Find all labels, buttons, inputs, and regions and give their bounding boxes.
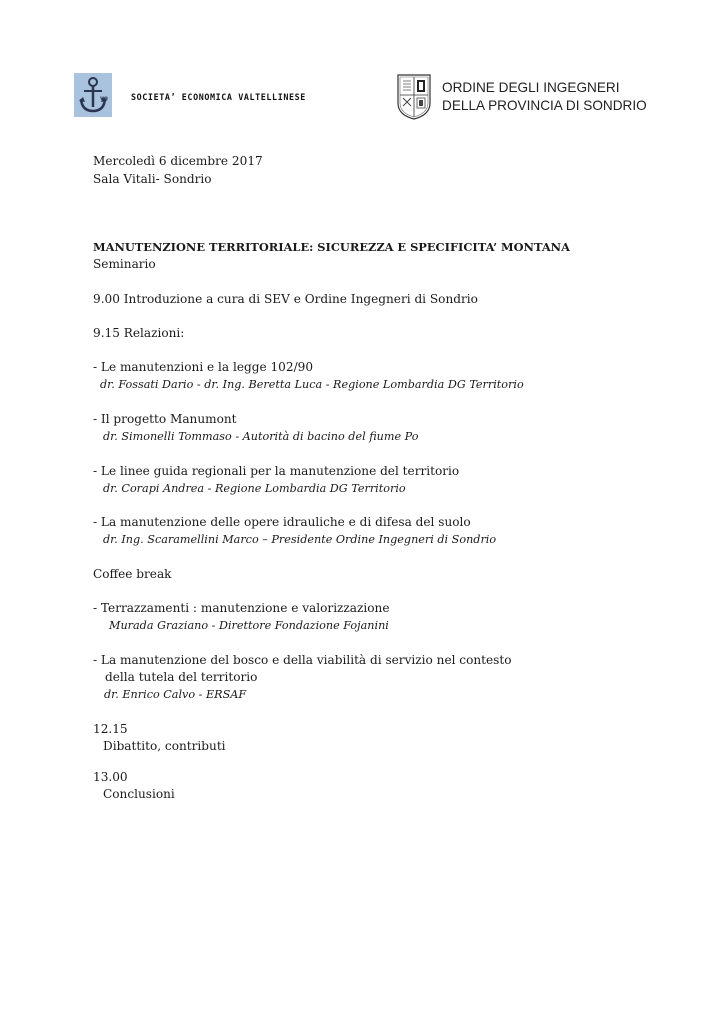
debate-label: Dibattito, contributi: [103, 739, 226, 753]
talk-title: - Terrazzamenti : manutenzione e valorizzazione: [93, 601, 390, 615]
talk-speaker: dr. Enrico Calvo - ERSAF: [104, 688, 247, 701]
sev-name: SOCIETA’ ECONOMICA VALTELLINESE: [131, 92, 306, 102]
conclusion-time: 13.00: [93, 770, 128, 784]
ordine-ingegneri-name: [442, 79, 647, 115]
program-relazioni: 9.15 Relazioni:: [93, 326, 185, 340]
talk-speaker: dr. Ing. Scaramellini Marco – Presidente Ordine Ingegneri di Sondrio: [103, 533, 497, 546]
talk-title: - La manutenzione delle opere idrauliche e di difesa del suolo: [93, 515, 471, 529]
sev-logo: [74, 73, 112, 117]
event-location: Sala Vitali- Sondrio: [93, 172, 212, 186]
talk-title: - Le linee guida regionali per la manutenzione del territorio: [93, 464, 460, 478]
talk-title: - Le manutenzioni e la legge 102/90: [93, 360, 314, 374]
talk-title-continued: della tutela del territorio: [105, 670, 258, 684]
seminar-title: MANUTENZIONE TERRITORIALE: SICUREZZA E SPECIFICITA’ MONTANA: [93, 240, 570, 254]
ordine-name-line2: DELLA PROVINCIA DI SONDRIO: [442, 98, 647, 113]
seminar-subtitle: Seminario: [93, 257, 156, 271]
talk-speaker: Murada Graziano - Direttore Fondazione Fojanini: [109, 619, 389, 632]
event-date: Mercoledì 6 dicembre 2017: [93, 154, 263, 168]
ordine-ingegneri-logo: [394, 73, 434, 121]
ordine-name-line1: ORDINE DEGLI INGEGNERI: [442, 80, 620, 95]
talk-speaker: dr. Corapi Andrea - Regione Lombardia DG Territorio: [103, 482, 406, 495]
program-intro: 9.00 Introduzione a cura di SEV e Ordine Ingegneri di Sondrio: [93, 292, 478, 306]
coffee-break: Coffee break: [93, 567, 172, 581]
talk-speaker: dr. Simonelli Tommaso - Autorità di bacino del fiume Po: [103, 430, 419, 443]
conclusion-label: Conclusioni: [103, 787, 175, 801]
debate-time: 12.15: [93, 722, 128, 736]
talk-speaker: dr. Fossati Dario - dr. Ing. Beretta Luca - Regione Lombardia DG Territorio: [100, 378, 524, 391]
talk-title: - La manutenzione del bosco e della viabilità di servizio nel contesto: [93, 653, 512, 667]
talk-title: - Il progetto Manumont: [93, 412, 237, 426]
svg-text:ve: ve: [100, 95, 108, 102]
